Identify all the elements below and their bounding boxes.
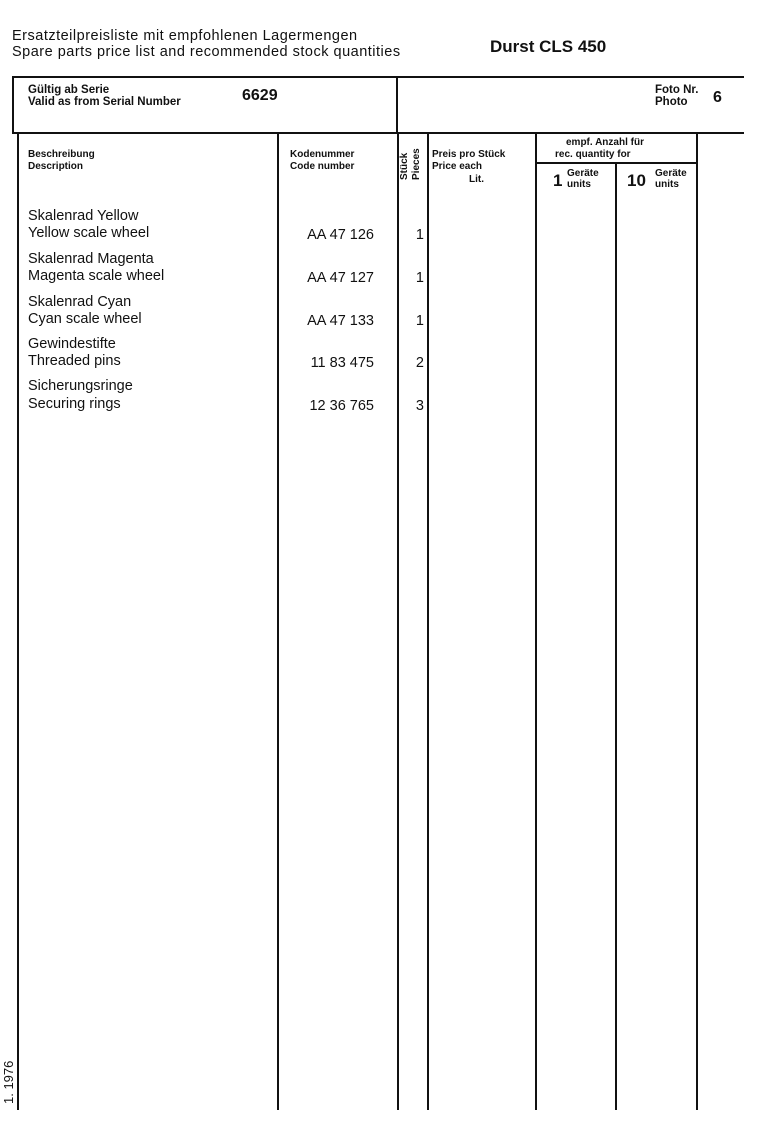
- title-english: Spare parts price list and recommended stock quantities: [12, 44, 401, 60]
- edition-mark: 1. 1976: [1, 1060, 16, 1104]
- title-german: Ersatzteilpreisliste mit empfohlenen Lagermengen: [12, 28, 358, 44]
- header-ten-units-label-german: Geräte: [655, 168, 687, 179]
- photo-label-english: Photo: [655, 96, 688, 108]
- column-divider-rec10: [615, 162, 617, 1110]
- item-name-english: Cyan scale wheel: [28, 311, 142, 327]
- item-name-german: Skalenrad Yellow: [28, 208, 139, 224]
- item-name-german: Skalenrad Cyan: [28, 294, 132, 310]
- item-code: 12 36 765: [309, 398, 374, 414]
- header-ten-units-number: 10: [627, 171, 646, 190]
- item-code: AA 47 133: [307, 313, 374, 329]
- top-border: [12, 76, 744, 78]
- header-ten-units-label-english: units: [655, 179, 679, 190]
- photo-number: 6: [713, 89, 722, 106]
- header-pieces-german: Stück: [399, 152, 410, 180]
- header-description-german: Beschreibung: [28, 149, 95, 160]
- item-name-german: Skalenrad Magenta: [28, 251, 154, 267]
- item-name-german: Sicherungsringe: [28, 378, 133, 394]
- serial-label-german: Gültig ab Serie: [28, 84, 110, 96]
- item-name-english: Yellow scale wheel: [28, 225, 150, 241]
- item-quantity: 1: [415, 227, 424, 243]
- column-divider-rec1: [535, 132, 537, 1110]
- item-quantity: 1: [415, 313, 424, 329]
- header-one-unit-label-english: units: [567, 179, 591, 190]
- header-one-unit-number: 1: [553, 171, 563, 190]
- column-divider-end: [696, 132, 698, 1110]
- item-quantity: 2: [415, 355, 424, 371]
- header-description-english: Description: [28, 161, 84, 172]
- item-name-english: Threaded pins: [28, 353, 121, 369]
- item-name-german: Gewindestifte: [28, 336, 116, 352]
- item-code: AA 47 126: [307, 227, 374, 243]
- header-rec-quantity-german: empf. Anzahl für: [566, 137, 644, 148]
- column-divider-code: [277, 132, 279, 1110]
- header-code-german: Kodenummer: [290, 149, 355, 160]
- item-name-english: Magenta scale wheel: [28, 268, 165, 284]
- item-name-english: Securing rings: [28, 396, 121, 412]
- photo-label-german: Foto Nr.: [655, 84, 699, 96]
- header-pieces-english: Pieces: [411, 148, 422, 180]
- header-currency: Lit.: [469, 174, 484, 185]
- header-code-english: Code number: [290, 161, 355, 172]
- left-margin-line: [17, 132, 19, 1110]
- item-code: 11 83 475: [310, 355, 374, 371]
- rec-quantity-subheader-line: [535, 162, 697, 164]
- serial-label-english: Valid as from Serial Number: [28, 96, 181, 108]
- header-price-english: Price each: [432, 161, 483, 172]
- header-rec-quantity-english: rec. quantity for: [555, 149, 631, 160]
- model-name: Durst CLS 450: [490, 37, 607, 56]
- info-box-divider: [396, 76, 398, 133]
- item-quantity: 1: [415, 270, 424, 286]
- item-code: AA 47 127: [307, 270, 374, 286]
- column-divider-price: [427, 132, 429, 1110]
- header-one-unit-label-german: Geräte: [567, 168, 599, 179]
- info-box-left-border: [12, 76, 14, 133]
- column-divider-pieces: [397, 132, 399, 1110]
- info-box-bottom-border: [12, 132, 744, 134]
- header-price-german: Preis pro Stück: [432, 149, 506, 160]
- serial-number: 6629: [242, 87, 278, 104]
- item-quantity: 3: [415, 398, 424, 414]
